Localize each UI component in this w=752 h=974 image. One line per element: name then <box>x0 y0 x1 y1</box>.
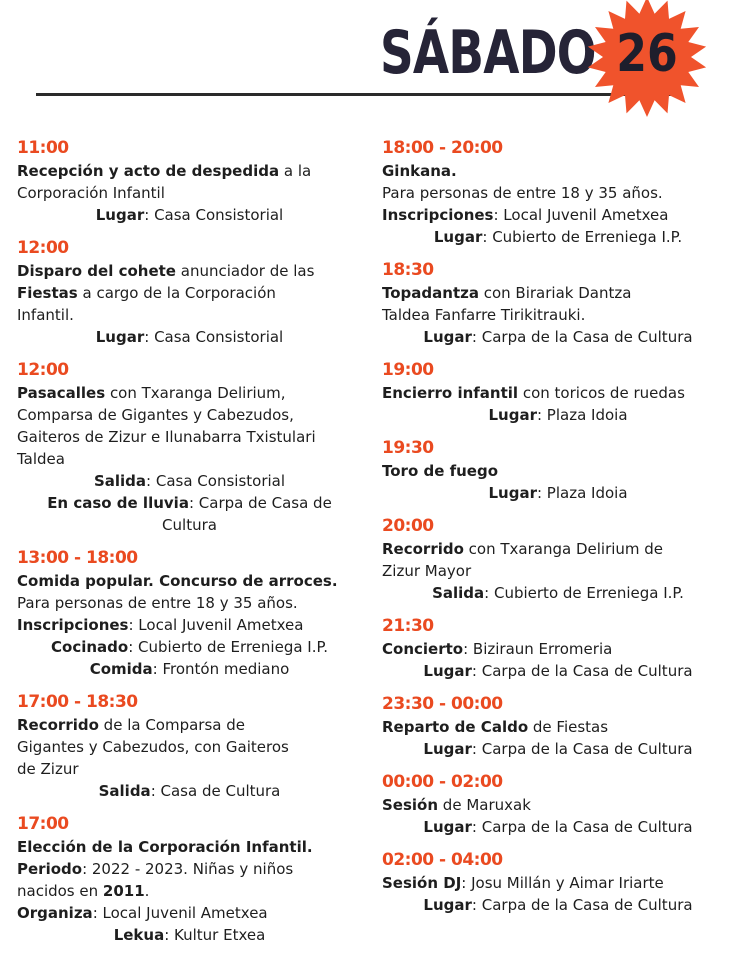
schedule-event <box>382 614 734 682</box>
event-time: 17:00 <box>17 814 69 834</box>
event-time: 21:30 <box>382 616 434 636</box>
event-line-bold: Recepción y acto de despedida <box>17 162 280 180</box>
event-line-text: con Txaranga Delirium de <box>463 540 664 558</box>
event-line-bold: Sesión <box>382 796 439 814</box>
event-line <box>17 448 362 470</box>
event-line-text: de Fiestas <box>528 718 609 736</box>
event-line <box>17 570 362 592</box>
schedule-event <box>17 812 362 946</box>
event-line-text: Cultura <box>162 516 217 534</box>
event-line-text: : Casa Consistorial <box>144 206 284 224</box>
event-line <box>17 780 362 802</box>
event-line-text: : Casa de Cultura <box>150 782 281 800</box>
schedule-event <box>382 514 734 604</box>
event-line <box>17 758 362 780</box>
event-line-text: Taldea Fanfarre Tirikitrauki. <box>382 306 586 324</box>
day-number: 26 <box>616 24 678 84</box>
event-line-text: : Carpa de Casa de <box>188 494 332 512</box>
event-line <box>17 836 362 858</box>
event-line-text: : Carpa de la Casa de Cultura <box>471 896 693 914</box>
event-line <box>17 282 362 304</box>
event-line <box>382 872 734 894</box>
event-line <box>382 660 734 682</box>
event-line-text: Comparsa de Gigantes y Cabezudos, <box>17 406 294 424</box>
event-line-text: : Carpa de la Casa de Cultura <box>471 662 693 680</box>
event-line-bold: Toro de fuego <box>382 462 499 480</box>
event-line <box>382 326 734 348</box>
event-line-text: : Cubierto de Erreniega I.P. <box>128 638 328 656</box>
event-line <box>382 716 734 738</box>
event-line-text: : Cubierto de Erreniega I.P. <box>484 584 684 602</box>
event-line <box>382 182 734 204</box>
event-line-bold: Concierto <box>382 640 464 658</box>
event-line-text: . <box>144 882 150 900</box>
schedule-event <box>17 358 362 536</box>
event-line-bold: Lugar <box>95 328 145 346</box>
event-line <box>382 816 734 838</box>
event-line <box>382 282 734 304</box>
event-line <box>17 858 362 880</box>
event-line <box>17 714 362 736</box>
event-line <box>17 204 362 226</box>
event-line <box>17 382 362 404</box>
event-line-bold: Inscripciones <box>382 206 494 224</box>
event-line <box>17 182 362 204</box>
event-line-text: : Local Juvenil Ametxea <box>128 616 304 634</box>
event-line <box>17 514 362 536</box>
event-line-text: : Cubierto de Erreniega I.P. <box>482 228 683 246</box>
event-line <box>382 304 734 326</box>
event-line-text: : Biziraun Erromeria <box>463 640 613 658</box>
schedule-column-right <box>382 136 734 926</box>
event-line-bold: Topadantza <box>382 284 479 302</box>
event-line-text: : Carpa de la Casa de Cultura <box>471 818 693 836</box>
event-line <box>382 160 734 182</box>
event-line-text: : Kultur Etxea <box>164 926 266 944</box>
event-line <box>382 382 734 404</box>
event-line-bold: Ginkana. <box>382 162 457 180</box>
event-line-bold: En caso de lluvia <box>47 494 189 512</box>
event-line-text: Taldea <box>17 450 65 468</box>
event-line-text: : Carpa de la Casa de Cultura <box>471 740 693 758</box>
event-line-text: : Frontón mediano <box>152 660 290 678</box>
event-line <box>382 204 734 226</box>
event-line <box>17 470 362 492</box>
event-time: 17:00 - 18:30 <box>17 692 138 712</box>
event-time: 02:00 - 04:00 <box>382 850 503 870</box>
event-line-text: a la <box>279 162 312 180</box>
event-line-text: : Plaza Idoia <box>536 406 628 424</box>
schedule-event <box>17 236 362 348</box>
event-line <box>382 226 734 248</box>
event-line-text: : Local Juvenil Ametxea <box>493 206 669 224</box>
event-time: 11:00 <box>17 138 69 158</box>
event-line <box>382 560 734 582</box>
schedule-event <box>382 358 734 426</box>
event-line-bold: Cocinado <box>51 638 129 656</box>
event-line <box>382 538 734 560</box>
event-line-bold: Disparo del cohete <box>17 262 176 280</box>
event-line-text: de Maruxak <box>438 796 531 814</box>
event-line-text: : Josu Millán y Aimar Iriarte <box>461 874 664 892</box>
event-line-bold: Salida <box>432 584 485 602</box>
event-line <box>17 880 362 902</box>
event-line-bold: 2011 <box>102 882 145 900</box>
event-line-bold: Salida <box>93 472 147 490</box>
event-line-bold: Recorrido <box>17 716 99 734</box>
event-line <box>382 582 734 604</box>
event-line-bold: Lugar <box>423 328 472 346</box>
event-time: 19:30 <box>382 438 434 458</box>
event-line-text: con Txaranga Delirium, <box>105 384 286 402</box>
event-line <box>382 638 734 660</box>
event-time: 00:00 - 02:00 <box>382 772 503 792</box>
event-line-text: anunciador de las <box>175 262 315 280</box>
event-line-text: : Carpa de la Casa de Cultura <box>471 328 693 346</box>
event-time: 23:30 - 00:00 <box>382 694 503 714</box>
event-time: 12:00 <box>17 238 69 258</box>
event-line <box>17 304 362 326</box>
event-line <box>17 404 362 426</box>
event-line-text: nacidos en <box>17 882 103 900</box>
event-line <box>17 592 362 614</box>
schedule-event <box>382 258 734 348</box>
event-line-bold: Lekua <box>113 926 165 944</box>
event-line <box>17 260 362 282</box>
schedule-event <box>382 770 734 838</box>
event-line-bold: Lugar <box>423 662 472 680</box>
page-header <box>0 0 752 112</box>
event-line <box>17 902 362 924</box>
schedule-event <box>382 692 734 760</box>
event-line <box>17 924 362 946</box>
event-line <box>17 658 362 680</box>
schedule-event <box>382 848 734 916</box>
event-line <box>17 614 362 636</box>
schedule-event <box>382 436 734 504</box>
event-time: 18:30 <box>382 260 434 280</box>
event-line-text: con toricos de ruedas <box>518 384 685 402</box>
schedule-event <box>17 136 362 226</box>
event-time: 19:00 <box>382 360 434 380</box>
event-line <box>382 482 734 504</box>
event-line-bold: Elección de la Corporación Infantil. <box>17 838 313 856</box>
event-line-bold: Inscripciones <box>17 616 129 634</box>
event-line-bold: Comida <box>89 660 153 678</box>
event-line-bold: Pasacalles <box>17 384 106 402</box>
event-line-bold: Salida <box>98 782 151 800</box>
event-time: 12:00 <box>17 360 69 380</box>
schedule-event <box>382 136 734 248</box>
event-line <box>382 794 734 816</box>
event-line-bold: Lugar <box>488 406 537 424</box>
event-line-text: a cargo de la Corporación <box>77 284 276 302</box>
event-line-bold: Lugar <box>423 740 472 758</box>
schedule-event <box>17 546 362 680</box>
event-time: 13:00 - 18:00 <box>17 548 138 568</box>
event-time: 18:00 - 20:00 <box>382 138 503 158</box>
event-line-text: Para personas de entre 18 y 35 años. <box>17 594 298 612</box>
event-time: 20:00 <box>382 516 434 536</box>
event-line-bold: Lugar <box>423 818 472 836</box>
event-line-text: : 2022 - 2023. Niñas y niños <box>82 860 294 878</box>
event-line-bold: Organiza <box>17 904 93 922</box>
event-line-text: Gigantes y Cabezudos, con Gaiteros <box>17 738 289 756</box>
event-line <box>17 160 362 182</box>
event-line-text: Para personas de entre 18 y 35 años. <box>382 184 663 202</box>
event-line-bold: Lugar <box>433 228 483 246</box>
day-title: SÁBADO <box>380 18 596 88</box>
event-line <box>17 736 362 758</box>
event-line-bold: Periodo <box>17 860 83 878</box>
event-line-text: Gaiteros de Zizur e Ilunabarra Txistulari <box>17 428 316 446</box>
event-line-text: de Zizur <box>17 760 79 778</box>
event-line-text: Infantil. <box>17 306 74 324</box>
event-line-text: de la Comparsa de <box>98 716 245 734</box>
event-line <box>382 738 734 760</box>
event-line-bold: Comida popular. Concurso de arroces. <box>17 572 338 590</box>
event-line-bold: Lugar <box>488 484 537 502</box>
event-line <box>382 460 734 482</box>
event-line-text: : Plaza Idoia <box>536 484 628 502</box>
event-line-bold: Lugar <box>423 896 472 914</box>
event-line-text: Zizur Mayor <box>382 562 472 580</box>
event-line-text: : Local Juvenil Ametxea <box>92 904 268 922</box>
event-line <box>17 326 362 348</box>
event-line <box>17 426 362 448</box>
event-line <box>17 492 362 514</box>
schedule-column-left <box>17 136 362 956</box>
event-line-text: Corporación Infantil <box>17 184 165 202</box>
event-line-bold: Recorrido <box>382 540 464 558</box>
event-line-bold: Lugar <box>95 206 145 224</box>
schedule-event <box>17 690 362 802</box>
event-line <box>17 636 362 658</box>
event-line-bold: Sesión DJ <box>382 874 462 892</box>
event-line-text: : Casa Consistorial <box>144 328 284 346</box>
event-line-text: : Casa Consistorial <box>146 472 286 490</box>
event-line-bold: Reparto de Caldo <box>382 718 529 736</box>
event-line-bold: Encierro infantil <box>382 384 519 402</box>
event-line <box>382 404 734 426</box>
event-line <box>382 894 734 916</box>
event-line-text: con Birariak Dantza <box>478 284 632 302</box>
event-line-bold: Fiestas <box>17 284 78 302</box>
